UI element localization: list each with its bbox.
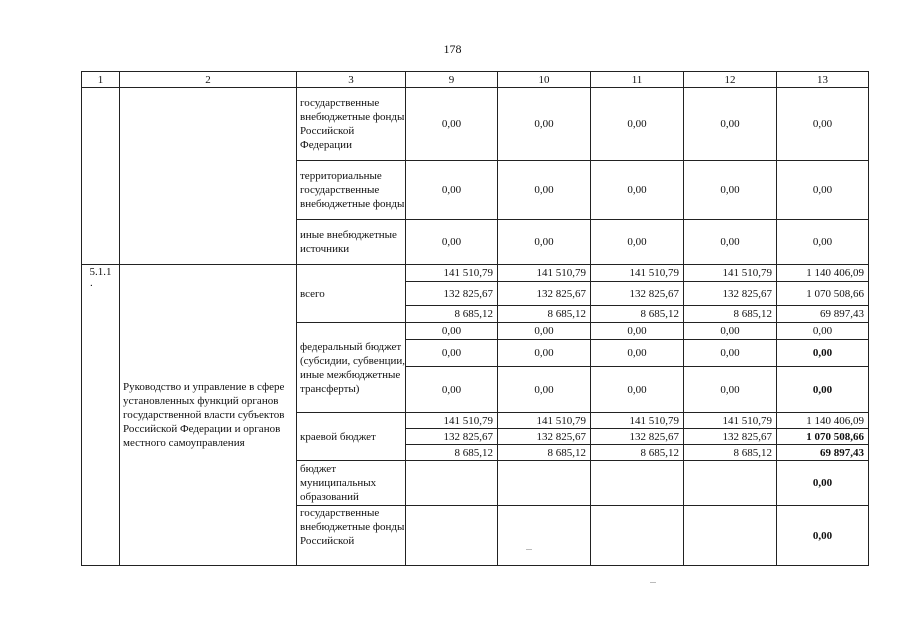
header-cell: 1 [82, 72, 120, 88]
value-cell: 132 825,67 [498, 282, 591, 306]
value-cell: 132 825,67 [684, 429, 777, 445]
value-cell: 132 825,67 [591, 282, 684, 306]
header-cell: 10 [498, 72, 591, 88]
state-funds-label: государственные внебюджетные фонды Российской [297, 506, 406, 566]
value-cell: 0,00 [498, 88, 591, 161]
value-cell: 0,00 [498, 220, 591, 265]
value-cell: 1 070 508,66 [777, 282, 869, 306]
budget-table [81, 71, 869, 566]
value-cell: 8 685,12 [591, 306, 684, 323]
value-cell: 0,00 [684, 220, 777, 265]
header-cell: 9 [406, 72, 498, 88]
value-cell: 0,00 [591, 340, 684, 367]
value-cell: 0,00 [406, 161, 498, 220]
value-cell: 0,00 [498, 161, 591, 220]
source-label: иные внебюджетные источники [297, 220, 406, 265]
item-code-cell [82, 265, 120, 566]
value-cell: 132 825,67 [406, 282, 498, 306]
item-code-dot: . [90, 277, 93, 289]
value-cell: 0,00 [591, 88, 684, 161]
value-cell: 0,00 [684, 340, 777, 367]
value-cell: 132 825,67 [406, 429, 498, 445]
header-cell: 12 [684, 72, 777, 88]
value-cell: 0,00 [591, 220, 684, 265]
value-cell: 0,00 [777, 367, 869, 413]
value-cell: 69 897,43 [777, 306, 869, 323]
header-cell: 11 [591, 72, 684, 88]
value-cell: 141 510,79 [406, 265, 498, 282]
value-cell: 0,00 [406, 88, 498, 161]
value-cell: 8 685,12 [406, 306, 498, 323]
value-cell: 0,00 [498, 323, 591, 340]
value-cell: 0,00 [684, 161, 777, 220]
value-cell: 0,00 [406, 220, 498, 265]
value-cell: 0,00 [591, 161, 684, 220]
value-cell: 0,00 [406, 367, 498, 413]
value-cell: 8 685,12 [498, 306, 591, 323]
item-title: Руководство и управление в сфере установленных функций органов государственной власти субъектов Российской Федерации и органов местного самоуправления [120, 265, 297, 566]
scan-speck [650, 582, 656, 583]
source-label: государственные внебюджетные фонды Российской Федерации [297, 88, 406, 161]
value-cell: 0,00 [777, 88, 869, 161]
empty-cell [684, 461, 777, 506]
empty-cell [498, 506, 591, 566]
value-cell: 0,00 [498, 340, 591, 367]
federal-label: федеральный бюджет (субсидии, субвенции, иные межбюджетные трансферты) [297, 323, 406, 413]
value-cell: 0,00 [406, 340, 498, 367]
value-cell: 141 510,79 [684, 265, 777, 282]
value-cell: 141 510,79 [684, 413, 777, 429]
value-cell: 132 825,67 [498, 429, 591, 445]
value-cell: 0,00 [777, 340, 869, 367]
value-cell: 141 510,79 [406, 413, 498, 429]
value-cell: 0,00 [684, 88, 777, 161]
value-cell: 1 140 406,09 [777, 265, 869, 282]
value-cell: 0,00 [777, 506, 869, 566]
page-number: 178 [443, 42, 462, 56]
header-row [82, 72, 869, 88]
source-label: территориальные государственные внебюджетные фонды [297, 161, 406, 220]
value-cell: 0,00 [591, 367, 684, 413]
value-cell: 8 685,12 [498, 445, 591, 461]
value-cell: 141 510,79 [591, 413, 684, 429]
item-code: 5.1.1 [89, 266, 112, 278]
table-row [82, 88, 869, 161]
value-cell: 0,00 [777, 161, 869, 220]
value-cell: 1 070 508,66 [777, 429, 869, 445]
empty-cell [591, 506, 684, 566]
header-cell: 3 [297, 72, 406, 88]
value-cell: 0,00 [777, 461, 869, 506]
value-cell: 0,00 [777, 220, 869, 265]
value-cell: 141 510,79 [591, 265, 684, 282]
empty-cell [120, 88, 297, 265]
empty-cell [406, 506, 498, 566]
value-cell: 8 685,12 [591, 445, 684, 461]
regional-label: краевой бюджет [297, 413, 406, 461]
value-cell: 141 510,79 [498, 265, 591, 282]
header-cell: 13 [777, 72, 869, 88]
value-cell: 0,00 [684, 323, 777, 340]
empty-cell [591, 461, 684, 506]
value-cell: 132 825,67 [684, 282, 777, 306]
value-cell: 8 685,12 [684, 445, 777, 461]
empty-cell [406, 461, 498, 506]
municipal-label: бюджет муниципальных образований [297, 461, 406, 506]
value-cell: 141 510,79 [498, 413, 591, 429]
empty-cell [684, 506, 777, 566]
value-cell: 69 897,43 [777, 445, 869, 461]
value-cell: 0,00 [498, 367, 591, 413]
value-cell: 8 685,12 [684, 306, 777, 323]
total-label: всего [297, 265, 406, 323]
value-cell: 8 685,12 [406, 445, 498, 461]
value-cell: 132 825,67 [591, 429, 684, 445]
value-cell: 0,00 [684, 367, 777, 413]
value-cell: 0,00 [591, 323, 684, 340]
value-cell: 1 140 406,09 [777, 413, 869, 429]
empty-cell [498, 461, 591, 506]
empty-cell [82, 88, 120, 265]
value-cell: 0,00 [406, 323, 498, 340]
value-cell: 0,00 [777, 323, 869, 340]
scan-speck [526, 549, 532, 550]
table-row [82, 265, 869, 282]
header-cell: 2 [120, 72, 297, 88]
